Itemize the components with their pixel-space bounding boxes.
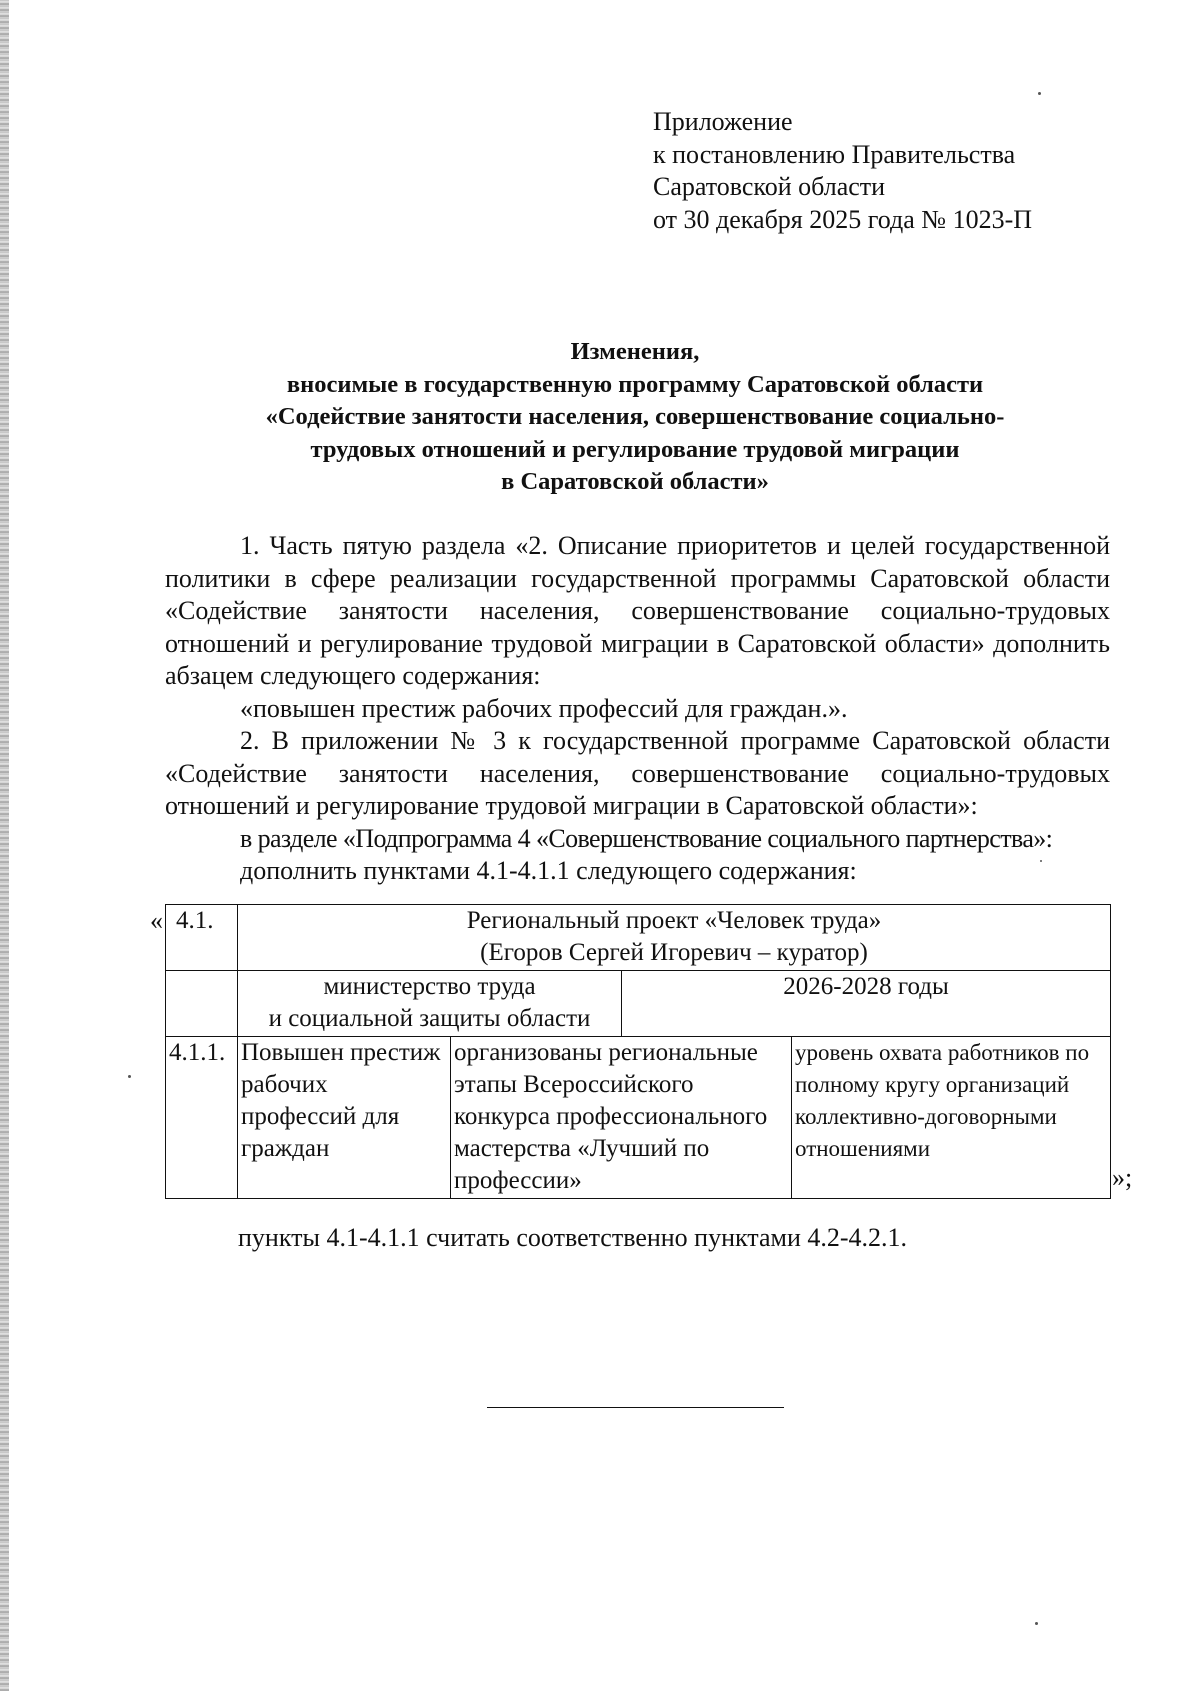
period-text: 2026-2028 годы <box>783 973 949 1000</box>
scan-speck <box>1038 92 1041 95</box>
table-open-quote: « <box>150 906 163 935</box>
appendix-line: к постановлению Правительства <box>653 139 1016 169</box>
paragraph-1: 1. Часть пятую раздела «2. Описание приоритетов и целей государственной политики в сфере реализации государственной программы Саратовской области «Содействие занятости населения, совершенствование социально-трудовых отношений и регулирование трудовой миграции в Саратовской области» дополнить абзацем следующего содержания: <box>165 531 1110 690</box>
row-number: 4.1. <box>176 907 214 934</box>
ministry-line: и социальной защиты области <box>268 1005 591 1032</box>
project-cell <box>238 905 1111 971</box>
appendix-line: Саратовской области <box>653 172 886 201</box>
title-line: в Саратовской области» <box>501 468 769 495</box>
title-line: трудовых отношений и регулирование трудовой миграции <box>310 435 960 463</box>
closing-paragraph: пункты 4.1-4.1.1 считать соответственно пунктами 4.2-4.2.1. <box>238 1223 908 1252</box>
result-text: организованы региональные этапы Всероссийского конкурса профессионального мастерства «Лучший по профессии» <box>454 1039 768 1194</box>
paragraph-3: 2. В приложении № 3 к государственной программе Саратовской области «Содействие занятости населения, совершенствование социально-трудовых отношений и регулирование трудовой миграции в Саратовской области»: <box>165 726 1110 820</box>
task-text: Повышен престиж рабочих профессий для граждан <box>241 1039 441 1162</box>
paragraph-2: «повышен престиж рабочих профессий для граждан.». <box>240 693 848 723</box>
row-number-cell <box>166 1037 238 1199</box>
indicator-text: уровень охвата работников по полному кругу организаций коллективно-договорными отношениями <box>795 1040 1090 1161</box>
row-number-cell <box>166 905 238 971</box>
row-number: 4.1.1. <box>169 1039 226 1066</box>
period-cell <box>622 971 1111 1037</box>
title-line: Изменения, <box>570 338 700 365</box>
paragraph-4: в разделе «Подпрограмма 4 «Совершенствование социального партнерства»: <box>240 823 1053 853</box>
title-line: «Содействие занятости населения, совершенствование социально- <box>265 403 1005 430</box>
separator-line <box>487 1407 784 1408</box>
amendment-table-wrap <box>165 904 1111 1199</box>
scan-speck <box>1035 1622 1038 1625</box>
paragraph-5: дополнить пунктами 4.1-4.1.1 следующего содержания: <box>240 856 857 885</box>
ministry-line: министерство труда <box>323 973 536 1000</box>
indicator-cell <box>792 1037 1111 1199</box>
task-cell <box>238 1037 451 1199</box>
appendix-header <box>653 106 1032 236</box>
appendix-line: от 30 декабря 2025 года № 1023-П <box>653 204 1033 234</box>
ministry-cell <box>238 971 622 1037</box>
title-line: вносимые в государственную программу Саратовской области <box>286 370 984 398</box>
scan-speck <box>128 1075 131 1078</box>
empty-cell <box>166 971 238 1037</box>
scan-edge-shadow <box>0 0 9 1691</box>
project-curator: (Егоров Сергей Игоревич – куратор) <box>480 939 868 966</box>
document-body <box>165 530 1110 888</box>
result-cell <box>451 1037 792 1199</box>
table-row <box>166 905 1111 971</box>
table-row <box>166 971 1111 1037</box>
document-title <box>165 336 1105 499</box>
appendix-line: Приложение <box>653 107 793 136</box>
project-name: Региональный проект «Человек труда» <box>466 907 882 934</box>
table-row <box>166 1037 1111 1199</box>
amendment-table <box>165 904 1111 1199</box>
table-close-quote: »; <box>1112 1163 1133 1192</box>
